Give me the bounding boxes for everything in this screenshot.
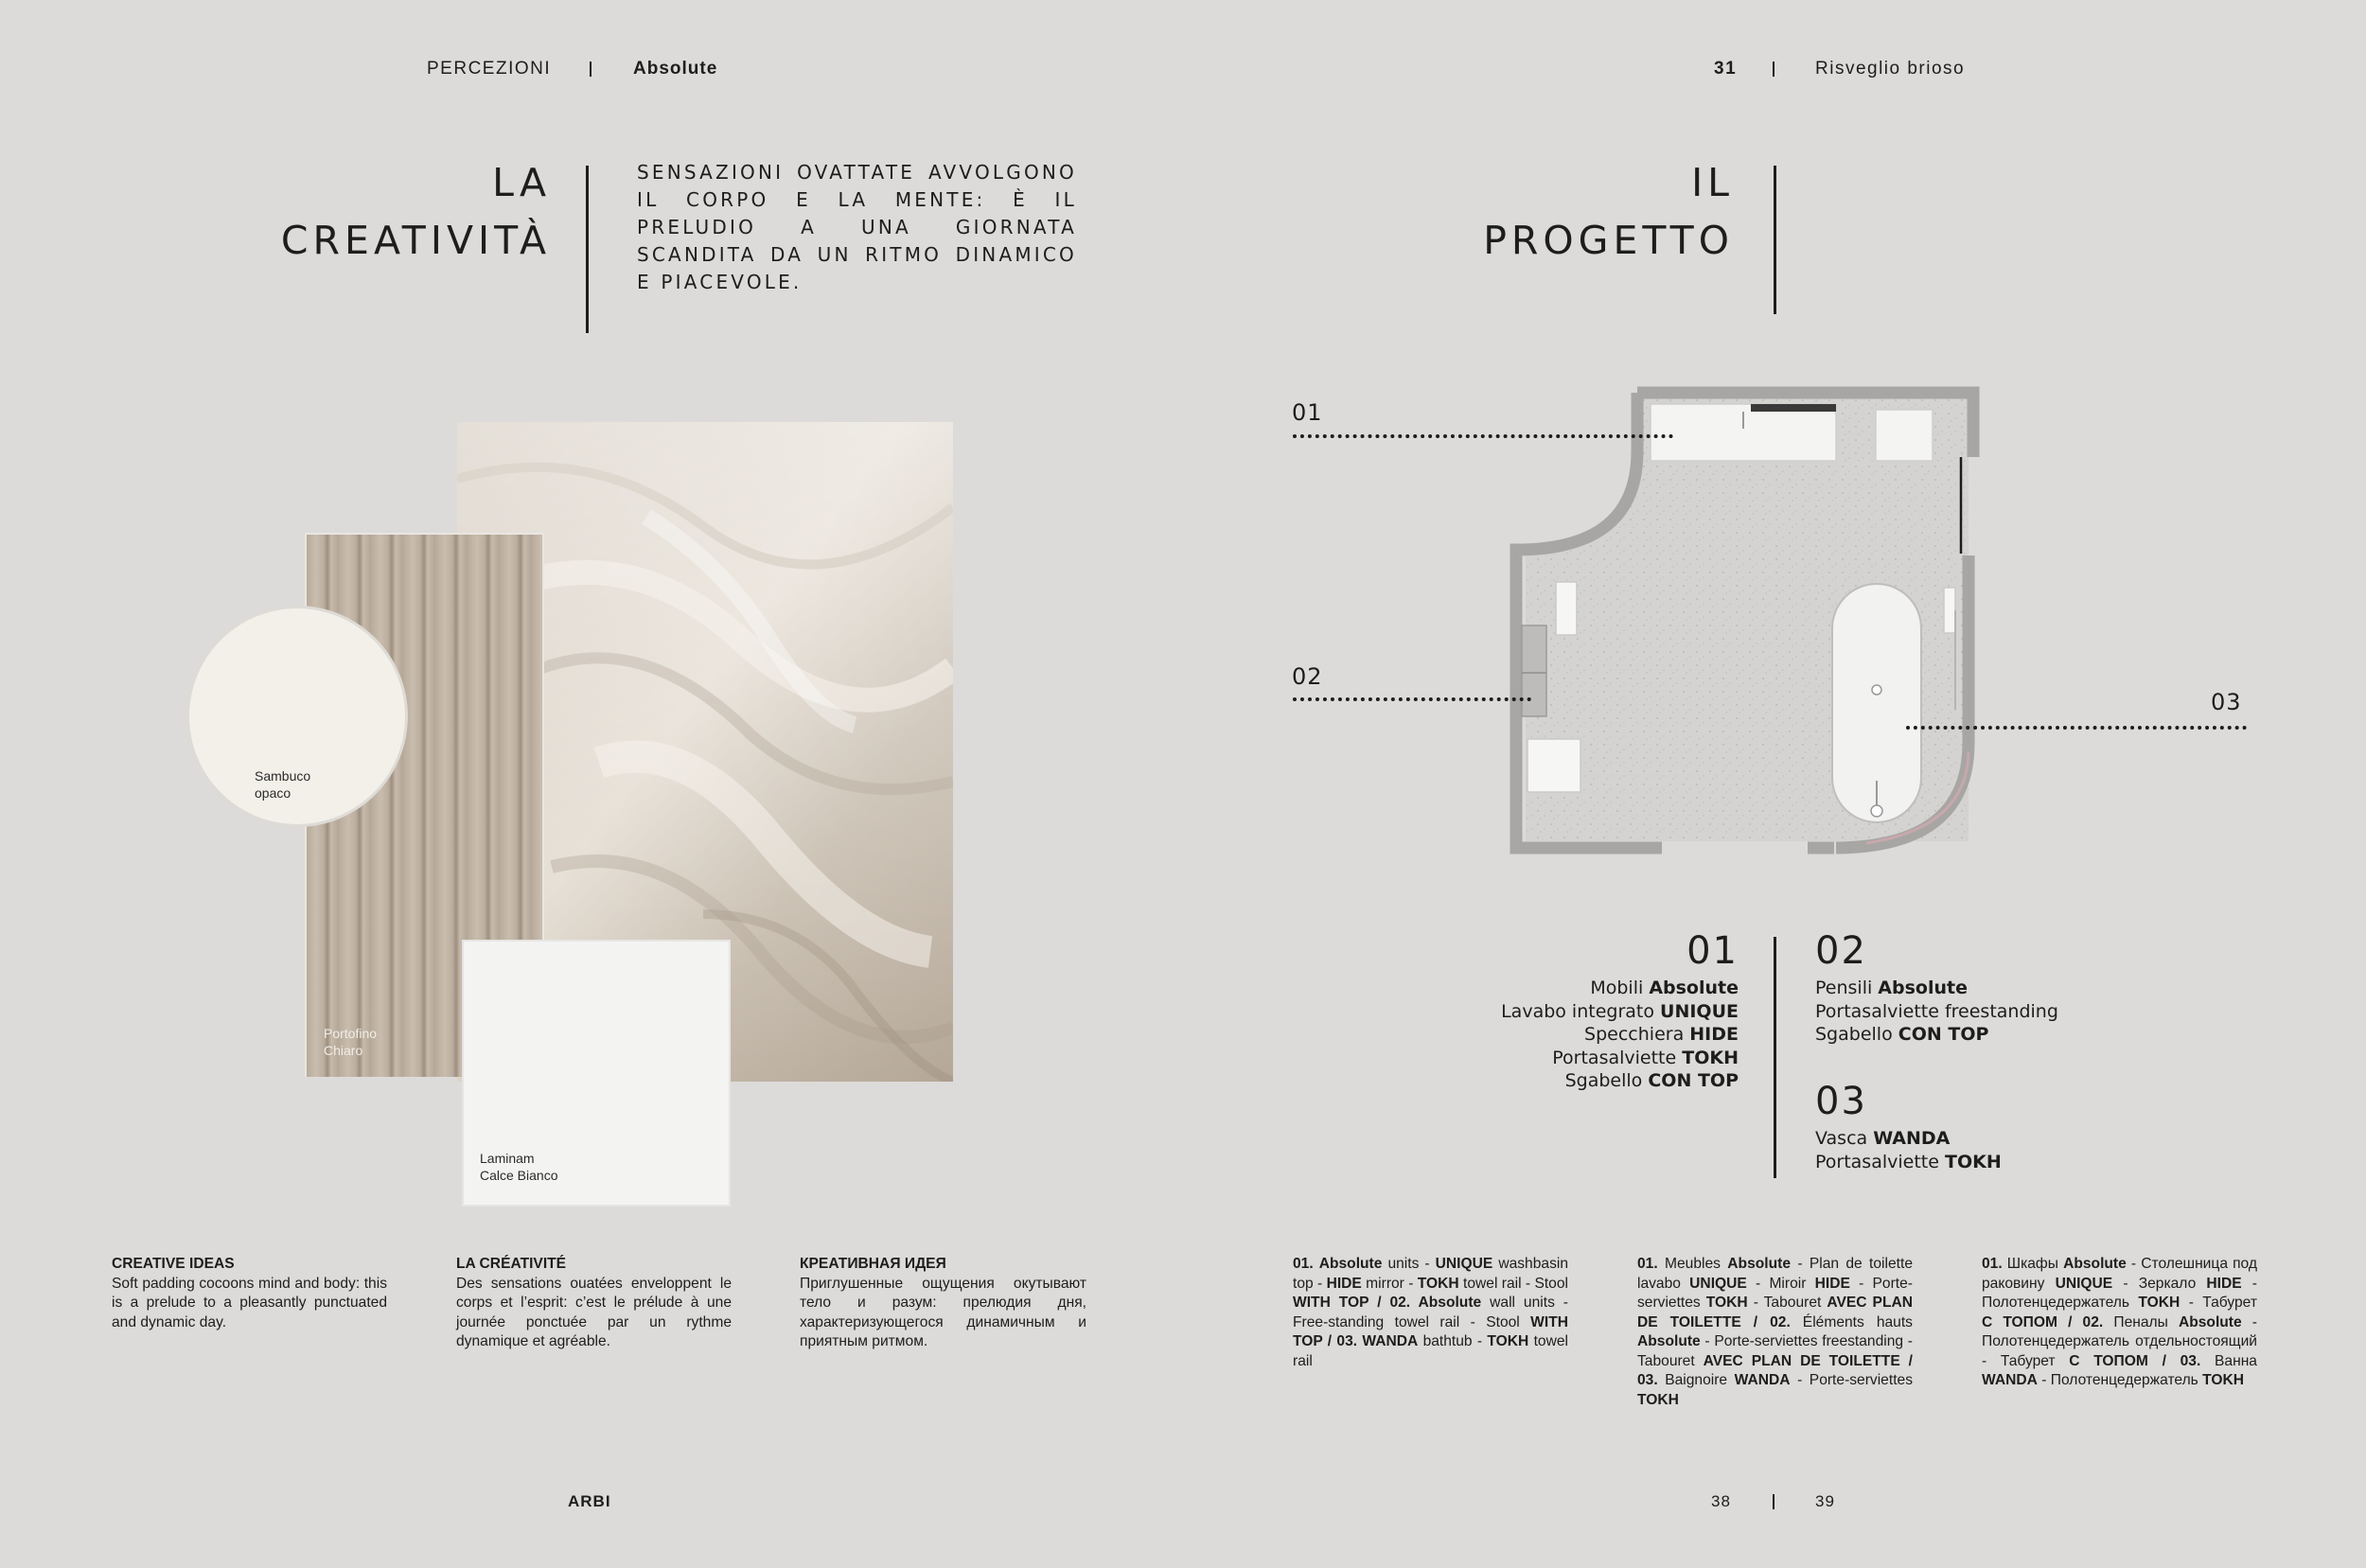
header-divider-right [1773, 62, 1774, 77]
legend-item: Portasalviette TOKH [1552, 1047, 1739, 1068]
legend-item: Portasalviette TOKH [1815, 1151, 2002, 1172]
legend-item: Lavabo integrato UNIQUE [1501, 1000, 1739, 1022]
caption-heading: КРЕАТИВНАЯ ИДЕЯ [800, 1256, 946, 1272]
caption-heading: CREATIVE IDEAS [112, 1256, 235, 1272]
legend-item: Specchiera HIDE [1584, 1024, 1739, 1045]
footer-divider [1773, 1494, 1774, 1509]
title-line: LA [492, 160, 551, 205]
callout-line-01 [1293, 434, 1673, 438]
caption-heading: LA CRÉATIVITÉ [456, 1256, 567, 1272]
legend-divider [1774, 937, 1776, 1178]
legend-number: 03 [1815, 1080, 1867, 1123]
header-divider-left [590, 62, 592, 77]
page-number-right: 39 [1815, 1492, 1835, 1510]
chapter-title: Risveglio brioso [1815, 59, 1966, 79]
wood-swatch-label: Portofino Chiaro [324, 1026, 378, 1058]
callout-line-02 [1293, 697, 1531, 701]
callout-02: 02 [1292, 663, 1323, 690]
legend-list [1501, 977, 1739, 1093]
section-label: PERCEZIONI [427, 59, 552, 79]
callout-01: 01 [1292, 399, 1323, 426]
title-divider [1774, 166, 1776, 314]
legend-number: 01 [1686, 929, 1739, 973]
legend-item: Sgabello CON TOP [1815, 1024, 1989, 1045]
callout-03: 03 [2211, 689, 2242, 715]
caption-body: Soft padding cocoons mind and body: this is a prelude to a pleasantly punctuated and dynamic day. [112, 1275, 387, 1330]
intro-text: SENSAZIONI OVATTATE AVVOLGONO IL CORPO E LA MENTE: È IL PRELUDIO A UNA GIORNATA SCANDITA DA UN RITMO DINAMICO E PIACEVOLE. [637, 161, 1077, 293]
brand-label: Absolute [633, 59, 718, 79]
legend-group-01 [1501, 929, 1739, 1093]
caption-body: Приглушенные ощущения окутывают тело и разум: прелюдия дня, характеризующегося динамичным и приятным ритмом. [800, 1275, 1086, 1349]
caption-french [456, 1255, 732, 1352]
color-circle-swatch [189, 608, 405, 824]
legend-item: Mobili Absolute [1590, 978, 1739, 998]
legend-group-03 [1815, 1080, 2002, 1173]
title-divider [586, 166, 589, 333]
title-line: PROGETTO [1483, 218, 1734, 263]
caption-english [112, 1255, 387, 1332]
legend-list [1815, 977, 2058, 1047]
product-list-french: 01. Meubles Absolute - Plan de toilette lavabo UNIQUE - Miroir HIDE - Porte-serviettes TOKH - Tabouret AVEC PLAN DE TOILETTE / 02. Éléments hauts Absolute - Porte-serviettes freestanding - Tabouret AVEC PLAN DE TOILETTE / 03. Baignoire WANDA - Porte-serviettes TOKH [1637, 1256, 1914, 1408]
title-line: IL [1691, 160, 1734, 205]
product-list-russian: 01. Шкафы Absolute - Столешница под раковину UNIQUE - Зеркало HIDE - Полотенцедержатель TOKH - Табурет С ТОПОМ / 02. Пеналы Absolute - Полотенцедержатель отдельностоящий - Табурет С ТОПОМ / 03. Ванна WANDA - Полотенцедержатель TOKH [1982, 1256, 2257, 1388]
circle-swatch-label: Sambuco opaco [255, 768, 311, 801]
caption-russian [800, 1255, 1086, 1352]
page-number-left: 38 [1711, 1492, 1731, 1510]
legend-item: Sgabello CON TOP [1564, 1070, 1739, 1091]
legend-item: Vasca WANDA [1815, 1128, 1951, 1149]
legend-number: 02 [1815, 929, 1867, 973]
product-list-english: 01. Absolute units - UNIQUE washbasin top - HIDE mirror - TOKH towel rail - Stool WITH TOP / 02. Absolute wall units - Free-standing towel rail - Stool WITH TOP / 03. WANDA bathtub - TOKH towel rail [1293, 1256, 1568, 1369]
tile-swatch-label: Laminam Calce Bianco [480, 1151, 558, 1183]
legend-list [1815, 1127, 2002, 1173]
page-title-left [281, 154, 551, 270]
legend-group-02 [1815, 929, 2058, 1047]
title-line: CREATIVITÀ [280, 218, 551, 263]
legend-item: Pensili Absolute [1815, 978, 1968, 998]
callout-line-03 [1906, 726, 2247, 730]
header-page-number: 31 [1714, 59, 1738, 79]
floor-plan [1495, 383, 1987, 856]
tile-swatch [462, 940, 731, 1207]
footer-brand: ARBI [568, 1492, 611, 1510]
page-title-right [1483, 154, 1734, 270]
legend-item: Portasalviette freestanding [1815, 1000, 2058, 1022]
caption-body: Des sensations ouatées enveloppent le corps et l’esprit: c’est le prélude à une journée ponctuée par un rythme dynamique et agréable. [456, 1275, 732, 1349]
